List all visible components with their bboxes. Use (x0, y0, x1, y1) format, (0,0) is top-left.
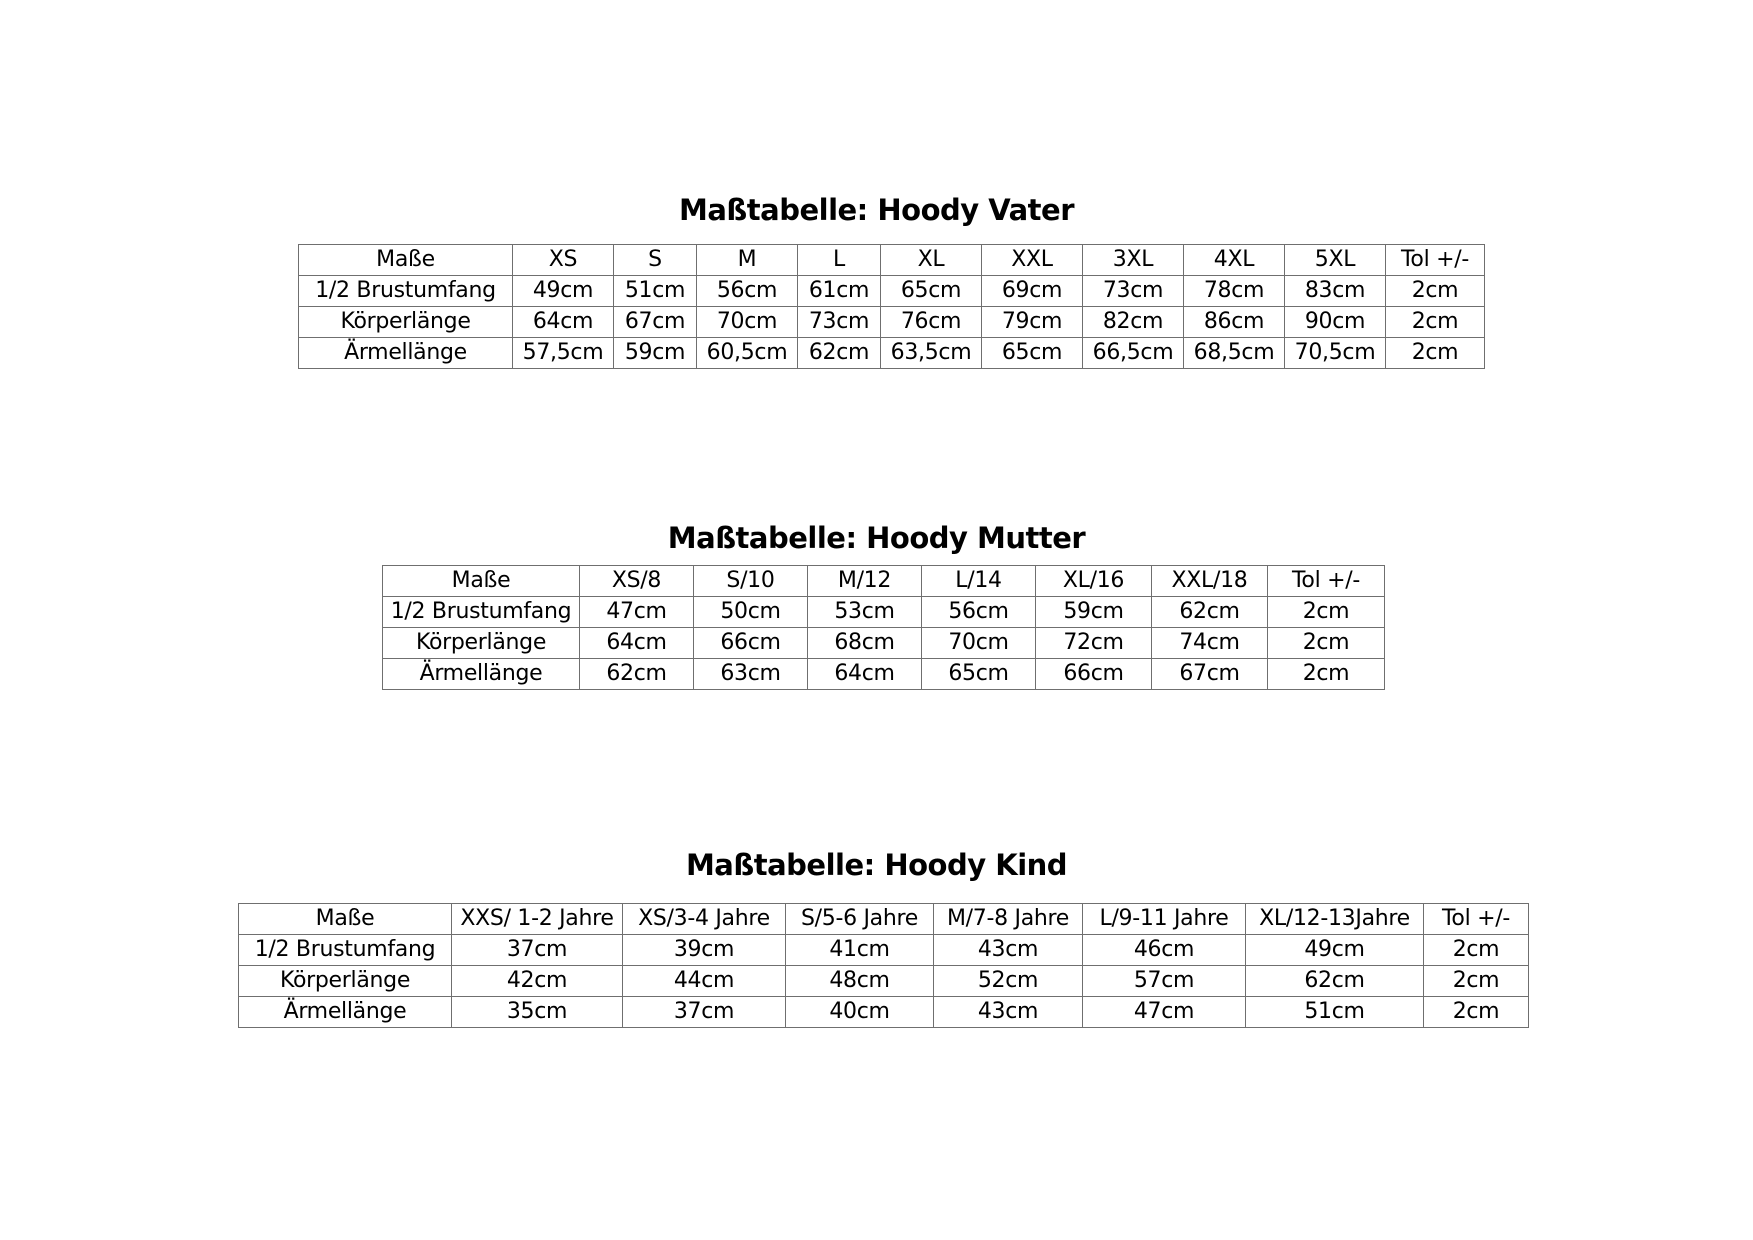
size-column-header: XS (513, 245, 614, 276)
size-column-header: L/14 (922, 566, 1036, 597)
measurement-value-cell: 2cm (1268, 628, 1385, 659)
measurement-value-cell: 2cm (1424, 935, 1529, 966)
measurement-value-cell: 50cm (694, 597, 808, 628)
measure-column-header: Maße (383, 566, 580, 597)
measurement-label-cell: Ärmellänge (299, 338, 513, 369)
measurement-value-cell: 65cm (881, 276, 982, 307)
size-chart-title-kind: Maßtabelle: Hoody Kind (685, 848, 1068, 882)
measurement-value-cell: 83cm (1285, 276, 1386, 307)
size-chart-title-mutter: Maßtabelle: Hoody Mutter (667, 521, 1086, 555)
measurement-value-cell: 86cm (1184, 307, 1285, 338)
size-column-header: S/10 (694, 566, 808, 597)
measurement-value-cell: 59cm (1036, 597, 1152, 628)
size-column-header: XL/16 (1036, 566, 1152, 597)
measurement-value-cell: 67cm (1152, 659, 1268, 690)
table-row (299, 307, 1485, 338)
table-header-row (299, 245, 1485, 276)
measurement-value-cell: 70cm (697, 307, 798, 338)
size-column-header: M/7-8 Jahre (934, 904, 1083, 935)
size-chart-title-vater: Maßtabelle: Hoody Vater (678, 193, 1075, 227)
size-column-header: S/5-6 Jahre (786, 904, 934, 935)
measurement-value-cell: 74cm (1152, 628, 1268, 659)
table-header-row (383, 566, 1385, 597)
size-column-header: XXL (982, 245, 1083, 276)
table-header-row (239, 904, 1529, 935)
size-column-header: XL (881, 245, 982, 276)
measurement-value-cell: 68,5cm (1184, 338, 1285, 369)
measurement-value-cell: 56cm (922, 597, 1036, 628)
table-row (299, 338, 1485, 369)
size-table-kind (238, 903, 1529, 1028)
measurement-value-cell: 90cm (1285, 307, 1386, 338)
measurement-value-cell: 37cm (623, 997, 786, 1028)
measurement-value-cell: 49cm (1246, 935, 1424, 966)
measurement-value-cell: 47cm (580, 597, 694, 628)
measurement-value-cell: 73cm (798, 307, 881, 338)
measurement-value-cell: 2cm (1424, 966, 1529, 997)
size-column-header: 5XL (1285, 245, 1386, 276)
measurement-value-cell: 43cm (934, 997, 1083, 1028)
measurement-value-cell: 44cm (623, 966, 786, 997)
table-row (383, 659, 1385, 690)
measurement-value-cell: 35cm (452, 997, 623, 1028)
size-column-header: XS/3-4 Jahre (623, 904, 786, 935)
measurement-value-cell: 51cm (1246, 997, 1424, 1028)
measurement-value-cell: 79cm (982, 307, 1083, 338)
measurement-value-cell: 70cm (922, 628, 1036, 659)
measurement-value-cell: 52cm (934, 966, 1083, 997)
measurement-value-cell: 42cm (452, 966, 623, 997)
size-column-header: 4XL (1184, 245, 1285, 276)
measurement-value-cell: 48cm (786, 966, 934, 997)
measurement-value-cell: 40cm (786, 997, 934, 1028)
measurement-value-cell: 62cm (580, 659, 694, 690)
measurement-value-cell: 66cm (694, 628, 808, 659)
size-column-header: XXS/ 1-2 Jahre (452, 904, 623, 935)
size-table-vater (298, 244, 1485, 369)
size-table-mutter (382, 565, 1385, 690)
measurement-label-cell: 1/2 Brustumfang (383, 597, 580, 628)
measurement-value-cell: 49cm (513, 276, 614, 307)
size-column-header: L/9-11 Jahre (1083, 904, 1246, 935)
measurement-value-cell: 37cm (452, 935, 623, 966)
measurement-label-cell: 1/2 Brustumfang (239, 935, 452, 966)
measurement-value-cell: 72cm (1036, 628, 1152, 659)
size-column-header: S (614, 245, 697, 276)
size-column-header: Tol +/- (1268, 566, 1385, 597)
measurement-value-cell: 53cm (808, 597, 922, 628)
measurement-value-cell: 62cm (1246, 966, 1424, 997)
measurement-value-cell: 56cm (697, 276, 798, 307)
measurement-value-cell: 73cm (1083, 276, 1184, 307)
size-column-header: XXL/18 (1152, 566, 1268, 597)
table-row (239, 966, 1529, 997)
measurement-value-cell: 62cm (1152, 597, 1268, 628)
measurement-label-cell: Ärmellänge (383, 659, 580, 690)
measurement-value-cell: 67cm (614, 307, 697, 338)
measure-column-header: Maße (299, 245, 513, 276)
measurement-value-cell: 51cm (614, 276, 697, 307)
size-column-header: XS/8 (580, 566, 694, 597)
measurement-value-cell: 39cm (623, 935, 786, 966)
measurement-value-cell: 64cm (580, 628, 694, 659)
measurement-value-cell: 2cm (1268, 597, 1385, 628)
measurement-label-cell: Körperlänge (299, 307, 513, 338)
measure-column-header: Maße (239, 904, 452, 935)
measurement-value-cell: 64cm (513, 307, 614, 338)
table-row (299, 276, 1485, 307)
measurement-value-cell: 69cm (982, 276, 1083, 307)
measurement-value-cell: 70,5cm (1285, 338, 1386, 369)
measurement-value-cell: 65cm (982, 338, 1083, 369)
measurement-value-cell: 78cm (1184, 276, 1285, 307)
measurement-value-cell: 82cm (1083, 307, 1184, 338)
measurement-value-cell: 57cm (1083, 966, 1246, 997)
measurement-value-cell: 61cm (798, 276, 881, 307)
measurement-value-cell: 2cm (1424, 997, 1529, 1028)
measurement-value-cell: 41cm (786, 935, 934, 966)
measurement-value-cell: 46cm (1083, 935, 1246, 966)
measurement-value-cell: 47cm (1083, 997, 1246, 1028)
measurement-value-cell: 64cm (808, 659, 922, 690)
table-row (239, 935, 1529, 966)
measurement-value-cell: 66,5cm (1083, 338, 1184, 369)
measurement-label-cell: Ärmellänge (239, 997, 452, 1028)
measurement-label-cell: 1/2 Brustumfang (299, 276, 513, 307)
measurement-value-cell: 60,5cm (697, 338, 798, 369)
measurement-value-cell: 65cm (922, 659, 1036, 690)
measurement-value-cell: 66cm (1036, 659, 1152, 690)
measurement-value-cell: 2cm (1386, 276, 1485, 307)
measurement-value-cell: 57,5cm (513, 338, 614, 369)
measurement-value-cell: 68cm (808, 628, 922, 659)
size-column-header: Tol +/- (1386, 245, 1485, 276)
measurement-label-cell: Körperlänge (239, 966, 452, 997)
measurement-value-cell: 63cm (694, 659, 808, 690)
table-row (383, 628, 1385, 659)
measurement-value-cell: 2cm (1386, 307, 1485, 338)
table-row (383, 597, 1385, 628)
measurement-value-cell: 63,5cm (881, 338, 982, 369)
size-column-header: Tol +/- (1424, 904, 1529, 935)
measurement-value-cell: 2cm (1386, 338, 1485, 369)
table-row (239, 997, 1529, 1028)
measurement-value-cell: 62cm (798, 338, 881, 369)
size-column-header: M/12 (808, 566, 922, 597)
measurement-value-cell: 43cm (934, 935, 1083, 966)
size-column-header: XL/12-13Jahre (1246, 904, 1424, 935)
measurement-value-cell: 76cm (881, 307, 982, 338)
size-column-header: M (697, 245, 798, 276)
measurement-value-cell: 59cm (614, 338, 697, 369)
size-column-header: 3XL (1083, 245, 1184, 276)
measurement-label-cell: Körperlänge (383, 628, 580, 659)
size-column-header: L (798, 245, 881, 276)
measurement-value-cell: 2cm (1268, 659, 1385, 690)
